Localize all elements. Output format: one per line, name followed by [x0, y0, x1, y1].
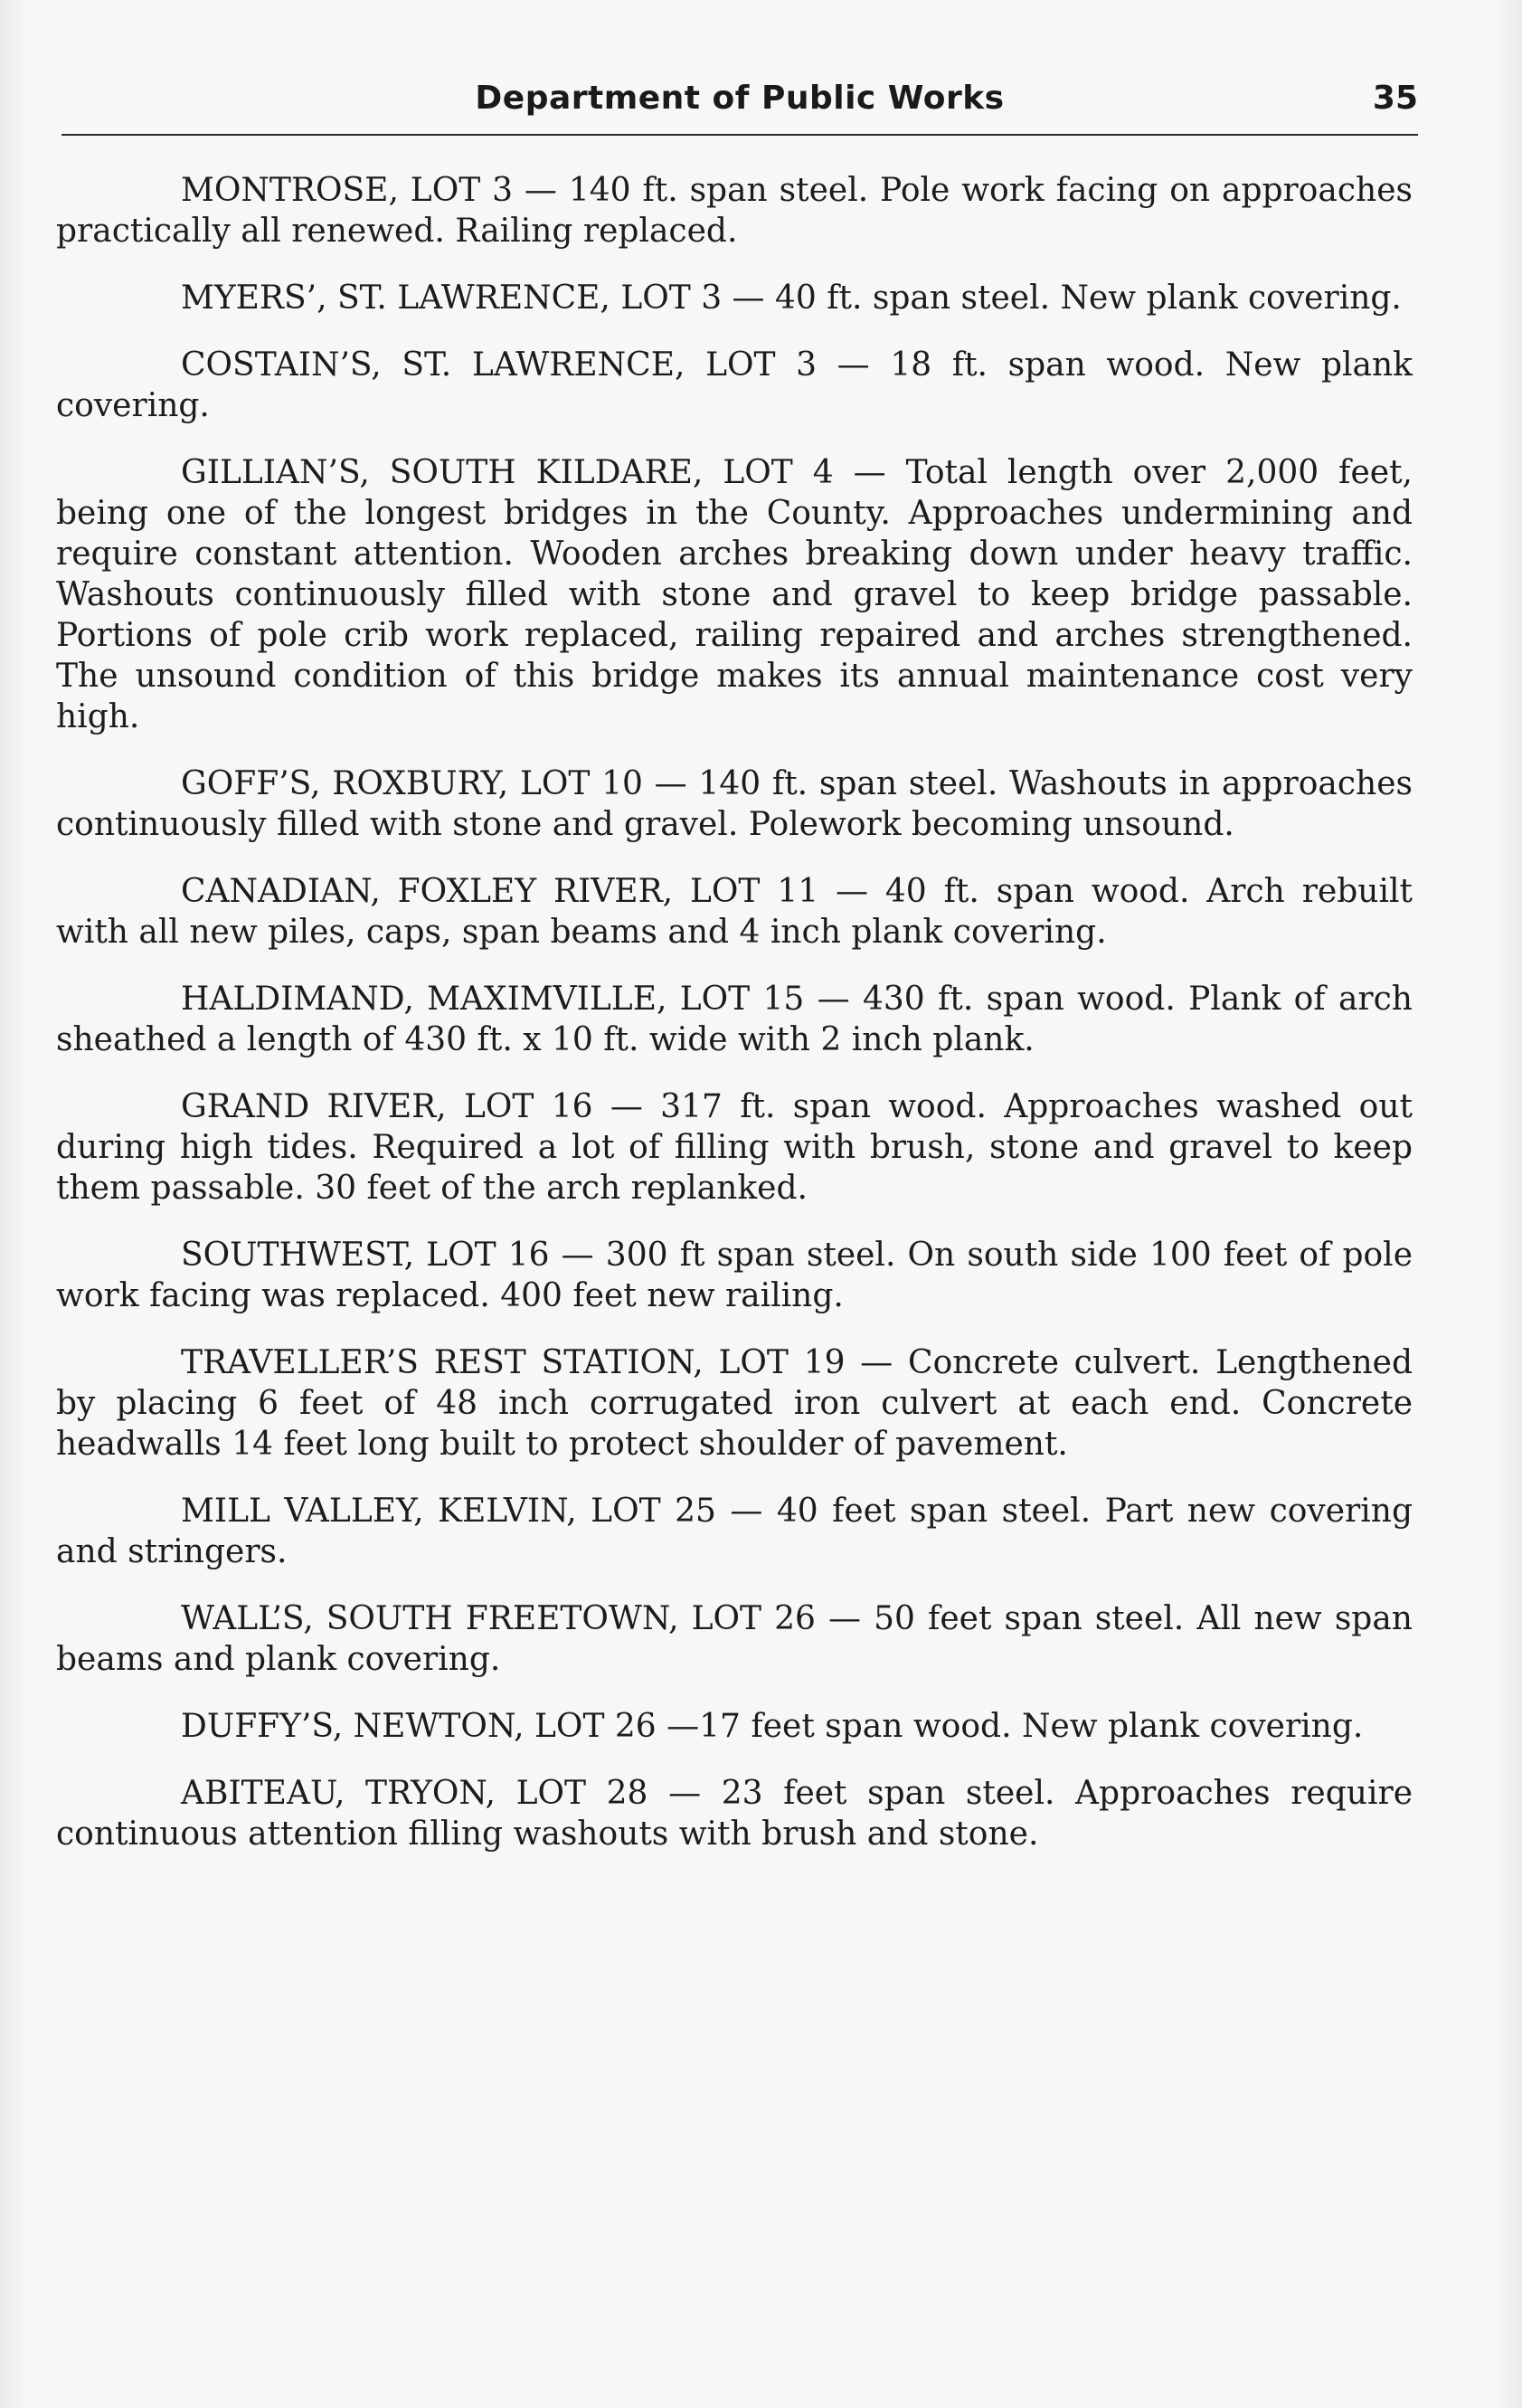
bridge-entry-grand-river: GRAND RIVER, LOT 16 — 317 ft. span wood. Approaches washed out during high tides. Required a lot of filling with brush, stone and gravel to keep them passable. 30 feet of the arch replanked.	[56, 1088, 1413, 1207]
header-rule	[61, 134, 1418, 136]
bridge-entry-walls: WALL’S, SOUTH FREETOWN, LOT 26 — 50 feet span steel. All new span beams and plank covering.	[56, 1600, 1413, 1678]
bridge-entry-southwest: SOUTHWEST, LOT 16 — 300 ft span steel. On south side 100 feet of pole work facing was replaced. 400 feet new railing.	[56, 1237, 1413, 1314]
bridge-entry-goffs: GOFF’S, ROXBURY, LOT 10 — 140 ft. span steel. Washouts in approaches continuously filled with stone and gravel. Polework becoming unsound.	[56, 765, 1413, 843]
bridge-entry-travellers-rest: TRAVELLER’S REST STATION, LOT 19 — Concrete culvert. Lengthened by placing 6 feet of 48 inch corrugated iron culvert at each end. Concrete headwalls 14 feet long built to protect shoulder of pavement.	[56, 1344, 1413, 1463]
bridge-entry-costains: COSTAIN’S, ST. LAWRENCE, LOT 3 — 18 ft. span wood. New plank covering.	[56, 346, 1413, 424]
bridge-entry-mill-valley: MILL VALLEY, KELVIN, LOT 25 — 40 feet span steel. Part new covering and stringers.	[56, 1493, 1413, 1570]
bridge-entry-gillians: GILLIAN’S, SOUTH KILDARE, LOT 4 — Total length over 2,000 feet, being one of the longest bridges in the County. Approaches undermining and require constant attention. Wooden arches breaking down under heavy traffic. Washouts continuously filled with stone and gravel to keep bridge passable. Portions of pole crib work replaced, railing repaired and arches strengthened. The unsound condition of this bridge makes its annual maintenance cost very high.	[56, 454, 1413, 735]
report-body	[56, 170, 1413, 1881]
bridge-entry-duffys: DUFFY’S, NEWTON, LOT 26 —17 feet span wood. New plank covering.	[181, 1708, 1364, 1745]
bridge-entry-canadian: CANADIAN, FOXLEY RIVER, LOT 11 — 40 ft. span wood. Arch rebuilt with all new piles, caps, span beams and 4 inch plank covering.	[56, 873, 1413, 951]
bridge-entry-haldimand: HALDIMAND, MAXIMVILLE, LOT 15 — 430 ft. span wood. Plank of arch sheathed a length of 430 ft. x 10 ft. wide with 2 inch plank.	[56, 981, 1413, 1058]
page-header	[61, 80, 1418, 130]
running-header-title: Department of Public Works	[475, 80, 1005, 117]
bridge-entry-montrose: MONTROSE, LOT 3 — 140 ft. span steel. Pole work facing on approaches practically all renewed. Railing replaced.	[56, 172, 1413, 250]
page-number: 35	[1372, 80, 1418, 117]
bridge-entry-abiteau: ABITEAU, TRYON, LOT 28 — 23 feet span steel. Approaches require continuous attention filling washouts with brush and stone.	[56, 1775, 1413, 1853]
bridge-entry-myers: MYERS’, ST. LAWRENCE, LOT 3 — 40 ft. span steel. New plank covering.	[181, 280, 1402, 317]
